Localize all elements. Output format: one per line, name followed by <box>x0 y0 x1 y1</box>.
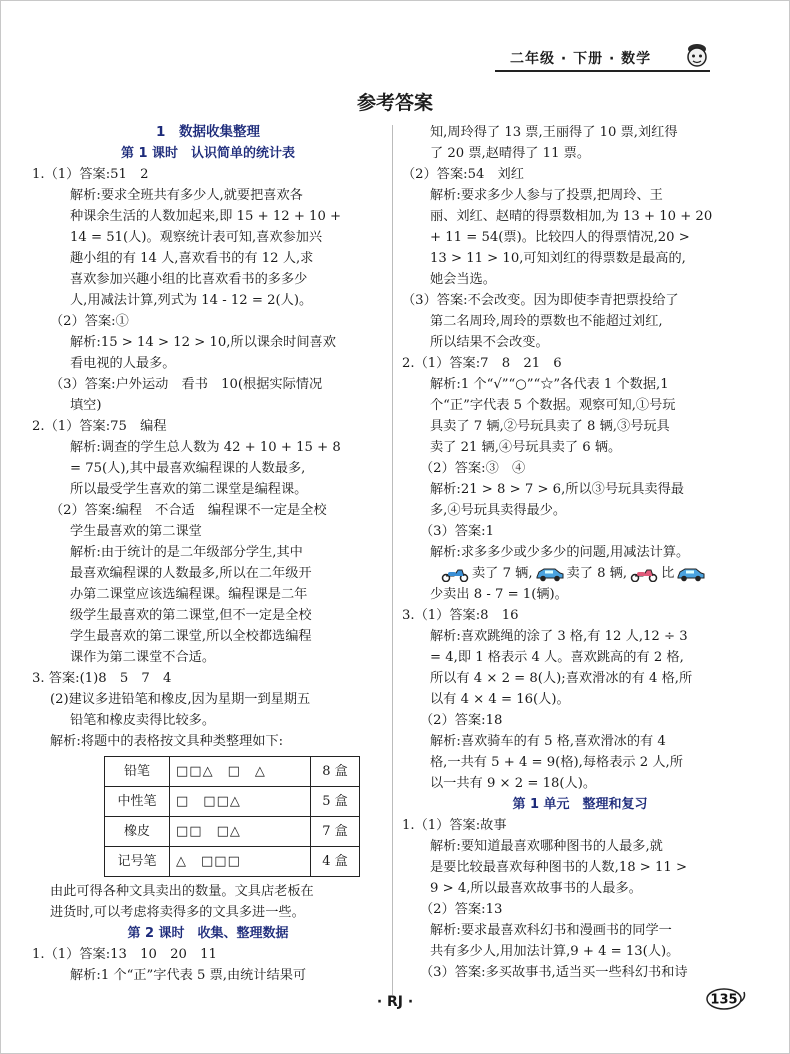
answer-line: （2）答案:13 <box>420 902 503 917</box>
answer-line: 2.（1）答案:75 编程 <box>32 419 167 434</box>
footer-mark: · RJ · <box>376 994 414 1010</box>
header-underline <box>495 70 710 72</box>
answer-line: （3）答案:不会改变。因为即使李青把票投给了 <box>402 293 679 308</box>
answer-line: 解析:由于统计的是二年级部分学生,其中 <box>70 545 303 560</box>
table-row <box>105 787 360 817</box>
answer-line: 解析:1 个“正”字代表 5 票,由统计结果可 <box>70 968 307 983</box>
answer-line: 格,一共有 5 + 4 = 9(格),每格表示 2 人,所 <box>430 755 683 770</box>
answer-line: 喜欢参加兴趣小组的比喜欢看书的多多少 <box>70 272 308 287</box>
stationery-table <box>104 756 360 877</box>
page-number-badge <box>706 988 748 1010</box>
table-cell-name: 中性笔 <box>105 787 170 817</box>
answer-line: 解析:1 个“√”“○”“☆”各代表 1 个数据,1 <box>430 377 669 392</box>
answer-line: 解析:要知道最喜欢哪种图书的人最多,就 <box>430 839 663 854</box>
left-column <box>32 122 384 986</box>
answer-line: 第二名周玲,周玲的票数也不能超过刘红, <box>430 314 663 329</box>
table-cell-count: 8 盒 <box>311 757 360 787</box>
vehicle-text-1: 卖了 7 辆, <box>472 566 533 581</box>
right-column <box>402 122 758 983</box>
column-divider <box>392 125 393 995</box>
table-cell-name: 橡皮 <box>105 817 170 847</box>
answer-line: 铅笔和橡皮卖得比较多。 <box>70 713 216 728</box>
answer-line: 人,用减法计算,列式为 14 - 12 = 2(人)。 <box>70 293 313 308</box>
vehicle-comparison-line <box>402 563 758 584</box>
answer-line: 看电视的人最多。 <box>70 356 176 371</box>
answer-line: 3.（1）答案:8 16 <box>402 608 519 623</box>
answer-line: + 11 = 54(票)。比较四人的得票情况,20 > <box>430 230 690 245</box>
table-cell-name: 铅笔 <box>105 757 170 787</box>
table-cell-tally: □□△ □ △ <box>170 757 311 787</box>
vehicle-text-3: 比 <box>661 566 675 581</box>
answer-line: （2）答案:18 <box>420 713 503 728</box>
answer-line: 14 = 51(人)。观察统计表可知,喜欢参加兴 <box>70 230 323 245</box>
table-cell-count: 4 盒 <box>311 847 360 877</box>
scooter-icon <box>629 566 659 582</box>
answer-line: 是要比较最喜欢每种图书的人数,18 > 11 > <box>430 860 688 875</box>
answer-line: 共有多少人,用加法计算,9 + 4 = 13(人)。 <box>430 944 680 959</box>
lesson-title: 第 1 课时 认识简单的统计表 <box>120 146 296 161</box>
answer-line: 1.（1）答案:13 10 20 11 <box>32 947 217 962</box>
answer-line: 解析:要求全班共有多少人,就要把喜欢各 <box>70 188 303 203</box>
answer-line: 了 20 票,赵晴得了 11 票。 <box>430 146 591 161</box>
table-cell-tally: □ □□△ <box>170 787 311 817</box>
answer-line: 以一共有 9 × 2 = 18(人)。 <box>430 776 597 791</box>
table-cell-count: 5 盒 <box>311 787 360 817</box>
answer-line: 卖了 21 辆,④号玩具卖了 6 辆。 <box>430 440 622 455</box>
answer-line: 填空) <box>70 398 102 413</box>
answer-line: = 4,即 1 格表示 4 人。喜欢跳高的有 2 格, <box>430 650 684 665</box>
answer-line: （3）答案:多买故事书,适当买一些科幻书和诗 <box>420 965 688 980</box>
answer-line: 进货时,可以考虑将卖得多的文具多进一些。 <box>50 905 305 920</box>
lesson-title: 第 1 单元 整理和复习 <box>512 797 648 812</box>
section-title: 1 数据收集整理 <box>156 124 260 140</box>
table-row <box>105 757 360 787</box>
answer-line: 多,④号玩具卖得最少。 <box>430 503 567 518</box>
scooter-icon <box>440 566 470 582</box>
answer-line: 9 > 4,所以最喜欢故事书的人最多。 <box>430 881 642 896</box>
answer-line: 个“正”字代表 5 个数据。观察可知,①号玩 <box>430 398 676 413</box>
table-cell-count: 7 盒 <box>311 817 360 847</box>
table-cell-name: 记号笔 <box>105 847 170 877</box>
table-row <box>105 847 360 877</box>
answer-line: 由此可得各种文具卖出的数量。文具店老板在 <box>50 884 314 899</box>
answer-line: 知,周玲得了 13 票,王丽得了 10 票,刘红得 <box>430 125 678 140</box>
answer-line: 办第二课堂应该选编程课。编程课是二年 <box>70 587 308 602</box>
answer-line: 级学生最喜欢的第二课堂,但不一定是全校 <box>70 608 312 623</box>
answer-line: 2.（1）答案:7 8 21 6 <box>402 356 562 371</box>
answer-line: 最喜欢编程课的人数最多,所以在二年级开 <box>70 566 312 581</box>
vehicle-text-2: 卖了 8 辆, <box>566 566 628 581</box>
answer-line: 学生最喜欢的第二课堂 <box>70 524 202 539</box>
car-icon <box>676 566 706 582</box>
answer-line: 以有 4 × 4 = 16(人)。 <box>430 692 570 707</box>
answer-line: 具卖了 7 辆,②号玩具卖了 8 辆,③号玩具 <box>430 419 670 434</box>
answer-line: （2）答案:编程 不合适 编程课不一定是全校 <box>50 503 327 518</box>
lesson-title: 第 2 课时 收集、整理数据 <box>127 926 289 941</box>
page-number: 135 <box>710 992 738 1008</box>
table-cell-tally: □□ □△ <box>170 817 311 847</box>
table-row <box>105 817 360 847</box>
answer-line: 少卖出 8 - 7 = 1(辆)。 <box>430 587 568 602</box>
answer-line: 趣小组的有 14 人,喜欢看书的有 12 人,求 <box>70 251 314 266</box>
answer-line: 所以结果不会改变。 <box>430 335 549 350</box>
car-icon <box>535 566 565 582</box>
mascot-icon <box>682 40 712 70</box>
page-title: 参考答案 <box>356 92 433 114</box>
answer-line: 解析:喜欢跳绳的涂了 3 格,有 12 人,12 ÷ 3 <box>430 629 688 644</box>
answer-line: 1.（1）答案:故事 <box>402 818 507 833</box>
answer-line: （2）答案:54 刘红 <box>402 167 524 182</box>
answer-line: 解析:15 > 14 > 12 > 10,所以课余时间喜欢 <box>70 335 336 350</box>
answer-line: 3. 答案:(1)8 5 7 4 <box>32 671 172 686</box>
answer-line: 解析:喜欢骑车的有 5 格,喜欢滑冰的有 4 <box>430 734 666 749</box>
answer-line: 13 > 11 > 10,可知刘红的得票数是最高的, <box>430 251 686 266</box>
answer-line: 解析:要求多少人参与了投票,把周玲、王 <box>430 188 663 203</box>
answer-line: 1.（1）答案:51 2 <box>32 167 149 182</box>
answer-line: （2）答案:① <box>50 314 129 329</box>
answer-line: 丽、刘红、赵晴的得票数相加,为 13 + 10 + 20 <box>430 209 713 224</box>
answer-line: 她会当选。 <box>430 272 496 287</box>
answer-line: 解析:21 > 8 > 7 > 6,所以③号玩具卖得最 <box>430 482 684 497</box>
answer-line: 课作为第二课堂不合适。 <box>70 650 216 665</box>
answer-line: 所以有 4 × 2 = 8(人);喜欢滑冰的有 4 格,所 <box>430 671 693 686</box>
table-cell-tally: △ □□□ <box>170 847 311 877</box>
answer-line: （3）答案:1 <box>420 524 494 539</box>
answer-line: （2）答案:③ ④ <box>420 461 526 476</box>
answer-line: 解析:要求最喜欢科幻书和漫画书的同学一 <box>430 923 672 938</box>
answer-line: 所以最受学生喜欢的第二课堂是编程课。 <box>70 482 308 497</box>
answer-line: 学生最喜欢的第二课堂,所以全校都选编程 <box>70 629 312 644</box>
answer-line: = 75(人),其中最喜欢编程课的人数最多, <box>70 461 306 476</box>
answer-line: （3）答案:户外运动 看书 10(根据实际情况 <box>50 377 323 392</box>
answer-line: 种课余生活的人数加起来,即 15 + 12 + 10 + <box>70 209 342 224</box>
answer-line: 解析:求多多少或少多少的问题,用减法计算。 <box>430 545 690 560</box>
answer-line: 解析:调查的学生总人数为 42 + 10 + 15 + 8 <box>70 440 341 455</box>
answer-line: (2)建议多进铅笔和橡皮,因为星期一到星期五 <box>50 692 311 707</box>
answer-line: 解析:将题中的表格按文具种类整理如下: <box>50 734 284 749</box>
book-header: 二年级 · 下册 · 数学 <box>510 51 652 67</box>
